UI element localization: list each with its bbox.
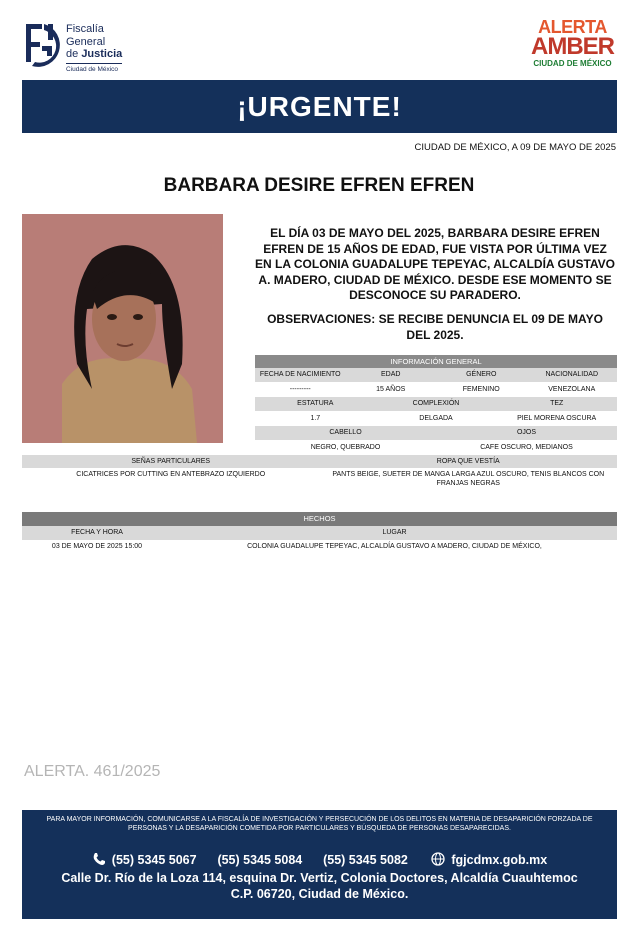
phone-1[interactable]: (55) 5345 5067 <box>111 853 197 867</box>
footer-info-text: PARA MAYOR INFORMACIÓN, COMUNICARSE A LA FISCALÍA DE INVESTIGACIÓN Y PERSECUCIÓN DE LOS DELITOS EN MATERIA DE DESAPARICIÓN FORZADA DE PERSONAS Y LA DESAPARICIÓN COMETIDA POR PARTICULARES Y BÚSQUEDA DE PERSONAS DESAPARECIDAS. <box>46 816 593 832</box>
height-value: 1.7 <box>310 415 321 422</box>
birth-date-value: --------- <box>289 386 311 393</box>
amber-logo-top: ALERTA <box>538 17 607 37</box>
alert-number: ALERTA. 461/2025 <box>24 763 161 780</box>
gender-header: GÉNERO <box>436 368 527 382</box>
general-info-table <box>255 355 617 455</box>
clothes-header: ROPA QUE VESTÍA <box>320 455 618 468</box>
agency-name-bold: Justicia <box>81 48 123 60</box>
website-link[interactable]: fgjcdmx.gob.mx <box>451 853 548 867</box>
address-line1: Calle Dr. Río de la Loza 114, esquina Dr. Vertiz, Colonia Doctores, Alcaldía Cuauhtemoc <box>61 871 578 885</box>
clothes-value: PANTS BEIGE, SUETER DE MANGA LARGA AZUL OSCURO, TENIS BLANCOS CON FRANJAS NEGRAS <box>332 471 605 487</box>
person-name: BARBARA DESIRE EFREN EFREN <box>163 175 475 196</box>
date-line: CIUDAD DE MÉXICO, A 09 DE MAYO DE 2025 <box>414 142 616 153</box>
events-title: HECHOS <box>22 512 617 526</box>
hair-value: NEGRO, QUEBRADO <box>310 444 381 451</box>
events-table <box>22 512 617 553</box>
agency-name-prefix: de <box>66 48 79 60</box>
person-silhouette-icon <box>22 214 223 443</box>
skin-header: TEZ <box>496 397 617 411</box>
person-photo <box>22 214 223 443</box>
globe-icon <box>431 852 445 866</box>
agency-logo <box>22 20 132 75</box>
footer <box>22 810 617 919</box>
footer-address <box>22 870 617 902</box>
place-value: COLONIA GUADALUPE TEPEYAC, ALCALDÍA GUSTAVO A MADERO, CIUDAD DE MÉXICO, <box>247 543 542 550</box>
datetime-value: 03 DE MAYO DE 2025 15:00 <box>51 543 143 550</box>
nationality-value: VENEZOLANA <box>548 386 596 393</box>
general-info-title: INFORMACIÓN GENERAL <box>255 355 617 368</box>
build-value: DELGADA <box>419 415 453 422</box>
phone-3[interactable]: (55) 5345 5082 <box>323 853 408 867</box>
urgent-banner: ¡URGENTE! <box>22 80 617 133</box>
phone-icon <box>92 852 106 866</box>
age-header: EDAD <box>346 368 437 382</box>
datetime-header: FECHA Y HORA <box>22 526 172 540</box>
place-header: LUGAR <box>172 526 617 540</box>
agency-name-line1: Fiscalía <box>66 23 104 35</box>
agency-name-line2: General <box>66 35 106 48</box>
nationality-header: NACIONALIDAD <box>527 368 618 382</box>
hair-header: CABELLO <box>255 426 436 440</box>
eyes-value: CAFE OSCURO, MEDIANOS <box>480 444 573 451</box>
footer-contact <box>22 852 617 867</box>
address-line2: C.P. 06720, Ciudad de México. <box>230 887 409 901</box>
height-header: ESTATURA <box>255 397 376 411</box>
amber-logo-bot: CIUDAD DE MÉXICO <box>533 59 612 68</box>
phone-2[interactable]: (55) 5345 5084 <box>217 853 303 867</box>
build-header: COMPLEXIÓN <box>376 397 497 411</box>
marks-header: SEÑAS PARTICULARES <box>22 455 320 468</box>
gender-value: FEMENINO <box>462 386 500 393</box>
description-text: EL DÍA 03 DE MAYO DEL 2025, BARBARA DESIRE EFREN EFREN DE 15 AÑOS DE EDAD, FUE VISTA POR ÚLTIMA VEZ EN LA COLONIA GUADALUPE TEPEYAC, ALCALDÍA GUSTAVO A. MADERO, CIUDAD DE MÉXICO. DESDE ESE MOMENTO SE DESCONOCE SU PARADERO. <box>255 226 616 302</box>
marks-value: CICATRICES POR CUTTING EN ANTEBRAZO IZQUIERDO <box>76 471 266 478</box>
birth-date-header: FECHA DE NACIMIENTO <box>255 368 346 382</box>
amber-logo-mid: AMBER <box>531 33 614 60</box>
observations-text: OBSERVACIONES: SE RECIBE DENUNCIA EL 09 DE MAYO DEL 2025. <box>267 312 603 342</box>
skin-value: PIEL MORENA OSCURA <box>517 415 597 422</box>
age-value: 15 AÑOS <box>376 386 406 393</box>
agency-city: Ciudad de México <box>66 63 122 75</box>
eyes-header: OJOS <box>436 426 617 440</box>
amber-alert-logo <box>530 18 615 78</box>
features-table <box>22 455 617 488</box>
fgj-logo-icon <box>22 20 62 75</box>
